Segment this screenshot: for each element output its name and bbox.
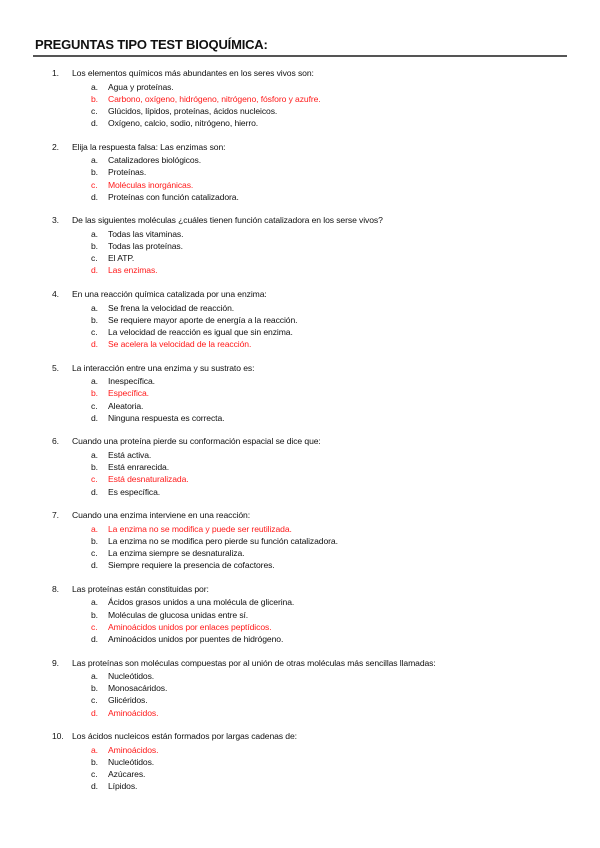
option <box>0 166 600 178</box>
option-text: Moléculas de glucosa unidas entre sí. <box>108 609 249 620</box>
option <box>0 314 600 326</box>
question-number: 2. <box>52 141 59 152</box>
option <box>0 596 600 608</box>
question-item <box>0 362 600 436</box>
question-number: 7. <box>52 510 59 521</box>
option-text: Aminoácidos. <box>108 707 159 718</box>
correct-option <box>0 621 600 633</box>
option <box>0 768 600 780</box>
option-text: Está activa. <box>108 449 152 460</box>
correct-option <box>0 179 600 191</box>
option <box>0 375 600 387</box>
option-text: Todas las vitaminas. <box>108 228 184 239</box>
option <box>0 694 600 706</box>
option-letter: a. <box>91 523 98 534</box>
option-letter: c. <box>91 253 98 264</box>
option-letter: c. <box>91 474 98 485</box>
option <box>0 670 600 682</box>
question-item <box>0 141 600 215</box>
option-letter: a. <box>91 302 98 313</box>
option-letter: c. <box>91 621 98 632</box>
option-text: Ácidos grasos unidos a una molécula de glicerina. <box>108 597 295 608</box>
correct-option <box>0 387 600 399</box>
option-text: Azúcares. <box>108 769 146 780</box>
option <box>0 547 600 559</box>
option-letter: b. <box>91 756 98 767</box>
option-list <box>0 523 600 572</box>
option-letter: c. <box>91 548 98 558</box>
option <box>0 117 600 129</box>
option-letter: b. <box>91 93 98 104</box>
option-letter: d. <box>91 781 98 792</box>
option-list <box>0 154 600 203</box>
option-text: Agua y proteínas. <box>108 81 174 92</box>
option-text: La enzima no se modifica y puede ser reutilizada. <box>108 523 292 534</box>
option <box>0 400 600 412</box>
option-letter: a. <box>91 597 98 608</box>
option-list <box>0 449 600 498</box>
option-list <box>0 744 600 793</box>
option <box>0 302 600 314</box>
option-text: La enzima no se modifica pero pierde su función catalizadora. <box>108 535 338 546</box>
question-item <box>0 509 600 583</box>
option-text: Se frena la velocidad de reacción. <box>108 302 235 313</box>
question-item <box>0 583 600 657</box>
option <box>0 412 600 424</box>
option-letter: a. <box>91 155 98 166</box>
option-letter: b. <box>91 683 98 694</box>
option <box>0 535 600 547</box>
question-text: Las proteínas son moléculas compuestas por al unión de otras moléculas más sencillas llamadas: <box>72 657 436 668</box>
option <box>0 81 600 93</box>
question-number: 4. <box>52 289 59 300</box>
option-text: Aminoácidos unidos por enlaces peptídicos. <box>108 621 272 632</box>
option-letter: a. <box>91 81 98 92</box>
option <box>0 682 600 694</box>
question-list <box>0 67 600 804</box>
option-text: Las enzimas. <box>108 265 158 276</box>
question-text: Cuando una proteína pierde su conformación espacial se dice que: <box>72 436 321 447</box>
option-letter: d. <box>91 265 98 276</box>
option-text: Glicéridos. <box>108 695 148 706</box>
option <box>0 609 600 621</box>
question-number: 9. <box>52 657 59 668</box>
option <box>0 105 600 117</box>
option-letter: b. <box>91 462 98 473</box>
option-text: Catalizadores biológicos. <box>108 155 202 166</box>
option-letter: b. <box>91 535 98 546</box>
question-number: 3. <box>52 215 59 226</box>
option <box>0 780 600 792</box>
option-list <box>0 596 600 645</box>
question-item <box>0 67 600 141</box>
option-letter: a. <box>91 671 98 681</box>
option <box>0 559 600 571</box>
option <box>0 633 600 645</box>
option-text: El ATP. <box>108 253 135 264</box>
correct-option <box>0 523 600 535</box>
option-text: Específica. <box>108 388 149 399</box>
option-list <box>0 81 600 130</box>
option-text: La velocidad de reacción es igual que sin enzima. <box>108 326 293 337</box>
option-text: Moléculas inorgánicas. <box>108 179 194 190</box>
option-text: Se requiere mayor aporte de energía a la reacción. <box>108 314 298 325</box>
question-text: Elija la respuesta falsa: Las enzimas son: <box>72 141 226 152</box>
correct-option <box>0 744 600 756</box>
option-letter: a. <box>91 449 98 460</box>
option-text: Lípidos. <box>108 781 138 792</box>
option-letter: c. <box>91 105 98 116</box>
option-list <box>0 375 600 424</box>
option-text: Proteínas. <box>108 167 147 178</box>
title-underline <box>33 55 567 57</box>
option-text: Aleatoria. <box>108 400 144 411</box>
option-text: Monosacáridos. <box>108 683 168 694</box>
correct-option <box>0 338 600 350</box>
option-letter: d. <box>91 560 98 571</box>
option <box>0 191 600 203</box>
option-text: Está desnaturalizada. <box>108 474 189 485</box>
option-text: Inespecífica. <box>108 376 155 387</box>
option <box>0 756 600 768</box>
option-letter: d. <box>91 339 98 350</box>
option-list <box>0 302 600 351</box>
option-text: Aminoácidos unidos por puentes de hidrógeno. <box>108 633 284 644</box>
option-letter: c. <box>91 400 98 411</box>
option-text: Es específica. <box>108 486 161 497</box>
option-letter: c. <box>91 769 98 780</box>
correct-option <box>0 473 600 485</box>
question-text: La interacción entre una enzima y su sustrato es: <box>72 362 255 373</box>
option-text: Nucleótidos. <box>108 671 155 681</box>
option-letter: a. <box>91 376 98 387</box>
option-letter: d. <box>91 412 98 423</box>
option-letter: b. <box>91 314 98 325</box>
option-letter: d. <box>91 486 98 497</box>
option-text: Siempre requiere la presencia de cofactores. <box>108 560 275 571</box>
option-letter: b. <box>91 241 98 252</box>
question-text: Los ácidos nucleicos están formados por largas cadenas de: <box>72 731 297 742</box>
correct-option <box>0 707 600 719</box>
question-text: Los elementos químicos más abundantes en los seres vivos son: <box>72 68 314 78</box>
option-list <box>0 670 600 719</box>
question-text: De las siguientes moléculas ¿cuáles tienen función catalizadora en los serse vivos? <box>72 215 383 226</box>
question-number: 10. <box>52 731 64 742</box>
option-letter: a. <box>91 744 98 755</box>
option-letter: d. <box>91 191 98 202</box>
option <box>0 240 600 252</box>
option-text: Está enrarecida. <box>108 462 169 473</box>
option <box>0 461 600 473</box>
option-letter: c. <box>91 179 98 190</box>
question-item <box>0 435 600 509</box>
question-item <box>0 288 600 362</box>
option-letter: b. <box>91 388 98 399</box>
option-letter: d. <box>91 633 98 644</box>
correct-option <box>0 93 600 105</box>
option-text: Glúcidos, lípidos, proteínas, ácidos nucleicos. <box>108 105 278 116</box>
option-text: Se acelera la velocidad de la reacción. <box>108 339 252 350</box>
question-number: 1. <box>52 68 59 78</box>
question-number: 5. <box>52 362 59 373</box>
option <box>0 228 600 240</box>
option-text: Nucleótidos. <box>108 756 155 767</box>
option-letter: c. <box>91 326 98 337</box>
option <box>0 154 600 166</box>
option-text: Oxígeno, calcio, sodio, nitrógeno, hierro. <box>108 118 259 129</box>
option-letter: a. <box>91 228 98 239</box>
option-text: La enzima siempre se desnaturaliza. <box>108 548 245 558</box>
question-item <box>0 657 600 731</box>
option <box>0 252 600 264</box>
document-title: PREGUNTAS TIPO TEST BIOQUÍMICA: <box>35 37 268 52</box>
correct-option <box>0 264 600 276</box>
option-letter: b. <box>91 167 98 178</box>
option-text: Ninguna respuesta es correcta. <box>108 412 225 423</box>
option-letter: b. <box>91 609 98 620</box>
option-text: Todas las proteínas. <box>108 241 183 252</box>
option-letter: d. <box>91 118 98 129</box>
option <box>0 326 600 338</box>
option-text: Proteínas con función catalizadora. <box>108 191 239 202</box>
question-item <box>0 214 600 288</box>
option <box>0 486 600 498</box>
option-letter: c. <box>91 695 98 706</box>
option-text: Carbono, oxígeno, hidrógeno, nitrógeno, fósforo y azufre. <box>108 93 321 104</box>
option <box>0 449 600 461</box>
question-text: Cuando una enzima interviene en una reacción: <box>72 510 251 521</box>
option-letter: d. <box>91 707 98 718</box>
question-text: En una reacción química catalizada por una enzima: <box>72 289 267 300</box>
option-list <box>0 228 600 277</box>
question-item <box>0 730 600 804</box>
option-text: Aminoácidos. <box>108 744 159 755</box>
question-number: 8. <box>52 583 59 594</box>
question-text: Las proteínas están constituidas por: <box>72 583 209 594</box>
question-number: 6. <box>52 436 59 447</box>
